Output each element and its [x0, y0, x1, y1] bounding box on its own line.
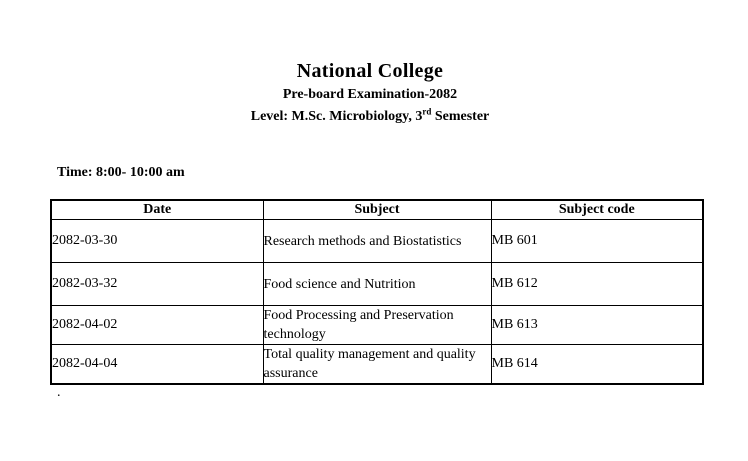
trailing-period: .: [57, 385, 61, 400]
column-header-date: Date: [51, 200, 263, 220]
table-row: [51, 263, 703, 306]
subject-code-cell: MB 614: [491, 345, 703, 385]
level-line: [0, 106, 740, 125]
table-header-row: [51, 200, 703, 220]
column-header-subject: Subject: [263, 200, 491, 220]
table-row: [51, 306, 703, 345]
page-title: National College: [296, 60, 444, 82]
subject-cell: Food science and Nutrition: [263, 263, 491, 306]
exam-subtitle: Pre-board Examination-2082: [282, 87, 458, 102]
date-cell: 2082-04-04: [51, 345, 263, 385]
subject-code-cell: MB 601: [491, 220, 703, 263]
level-text-suffix: Semester: [431, 109, 490, 124]
exam-time: Time: 8:00- 10:00 am: [57, 165, 185, 180]
subject-cell: Research methods and Biostatistics: [263, 220, 491, 263]
date-cell: 2082-03-30: [51, 220, 263, 263]
level-text-prefix: Level: M.Sc. Microbiology, 3: [250, 109, 423, 124]
column-header-subject-code: Subject code: [491, 200, 703, 220]
subject-code-cell: MB 612: [491, 263, 703, 306]
exam-schedule-table: [50, 199, 704, 385]
table-row: [51, 345, 703, 385]
level-ordinal-superscript: rd: [422, 106, 432, 117]
subject-cell: Total quality management and quality assurance: [263, 345, 491, 385]
date-cell: 2082-04-02: [51, 306, 263, 345]
subject-cell: Food Processing and Preservation technology: [263, 306, 491, 345]
date-cell: 2082-03-32: [51, 263, 263, 306]
table-row: [51, 220, 703, 263]
subject-code-cell: MB 613: [491, 306, 703, 345]
